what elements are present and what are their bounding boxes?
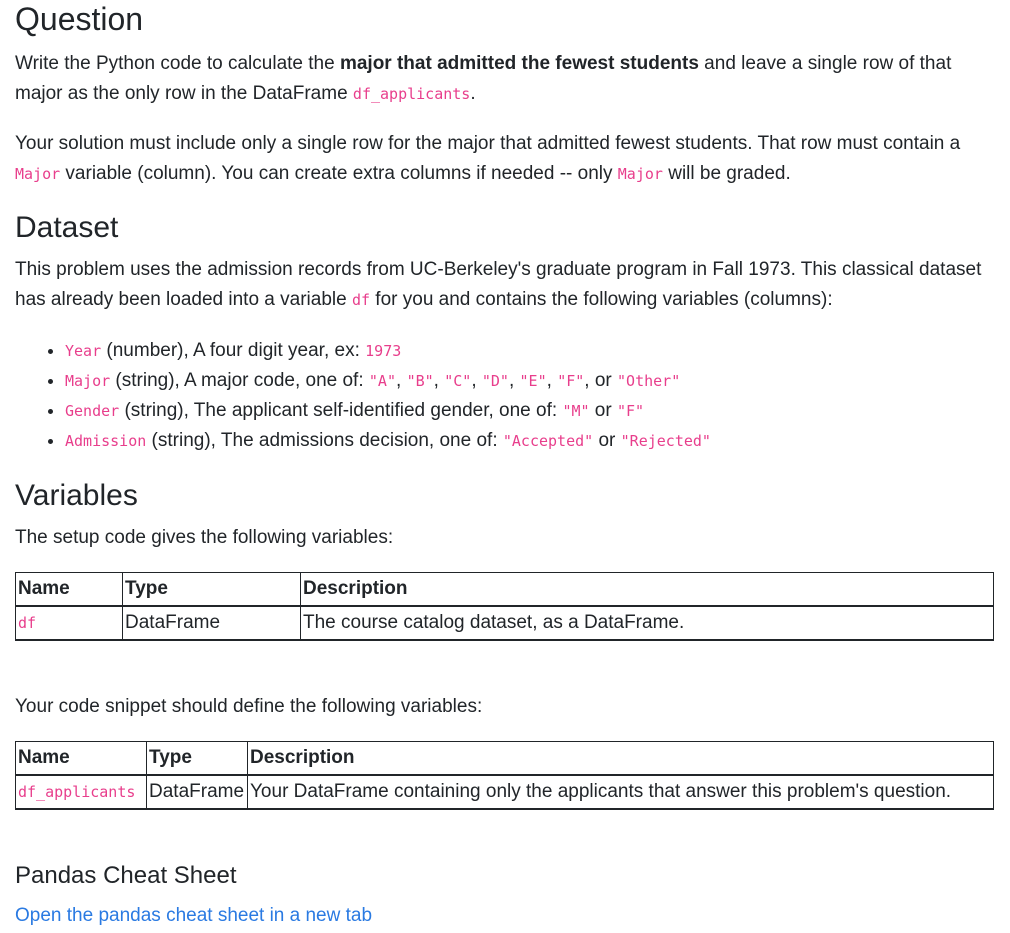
table-row bbox=[16, 775, 994, 809]
variable-name: df_applicants bbox=[18, 783, 136, 801]
column-header: Type bbox=[123, 573, 301, 607]
variable-type: DataFrame bbox=[147, 775, 248, 809]
column-header: Name bbox=[16, 742, 147, 776]
list-item: • Gender (string), The applicant self-identified gender, one of: "M" or "F" bbox=[65, 396, 711, 426]
table-row bbox=[16, 606, 994, 640]
column-header: Description bbox=[248, 742, 994, 776]
define-text: Your code snippet should define the following variables: bbox=[15, 696, 483, 717]
list-item: • Year (number), A four digit year, ex: 1973 bbox=[65, 336, 711, 366]
defined-variables-table bbox=[15, 741, 994, 810]
column-header: Description bbox=[301, 573, 994, 607]
variables-heading: Variables bbox=[15, 479, 138, 512]
setup-variables-table bbox=[15, 572, 994, 641]
variable-description: The course catalog dataset, as a DataFrame. bbox=[301, 606, 994, 640]
question-heading: Question bbox=[15, 1, 144, 37]
dataset-columns-list bbox=[15, 336, 711, 456]
cheatsheet-link[interactable]: Open the pandas cheat sheet in a new tab bbox=[15, 905, 373, 926]
list-item: • Admission (string), The admissions decision, one of: "Accepted" or "Rejected" bbox=[65, 426, 711, 456]
setup-text: The setup code gives the following variables: bbox=[15, 527, 394, 548]
dataset-heading: Dataset bbox=[15, 211, 119, 244]
table-header-row bbox=[16, 573, 994, 607]
question-bold-text: major that admitted the fewest students bbox=[339, 53, 699, 74]
variable-description: Your DataFrame containing only the applicants that answer this problem's question. bbox=[248, 775, 994, 809]
column-header: Name bbox=[16, 573, 123, 607]
dataset-paragraph: This problem uses the admission records from UC-Berkeley's graduate program in Fall 1973. This classical dataset has already been loaded into a variable df for you and contains the following variables (columns): bbox=[15, 259, 982, 310]
table-header-row bbox=[16, 742, 994, 776]
major-code: Major bbox=[15, 165, 61, 183]
variable-type: DataFrame bbox=[123, 606, 301, 640]
question-paragraph-2: Your solution must include only a single row for the major that admitted fewest students. That row must contain a Major variable (column). You can create extra columns if needed -- only Major will be graded. bbox=[15, 133, 961, 184]
variable-name: df bbox=[18, 614, 37, 632]
df-applicants-code: df_applicants bbox=[352, 85, 471, 103]
df-code: df bbox=[351, 291, 371, 309]
question-paragraph-1: Write the Python code to calculate the major that admitted the fewest students and leave a single row of that major as the only row in the DataFrame df_applicants. bbox=[15, 53, 952, 104]
major-code: Major bbox=[617, 165, 663, 183]
list-item: • Major (string), A major code, one of: "A", "B", "C", "D", "E", "F", or "Other" bbox=[65, 366, 711, 396]
cheatsheet-heading: Pandas Cheat Sheet bbox=[15, 862, 237, 889]
column-header: Type bbox=[147, 742, 248, 776]
